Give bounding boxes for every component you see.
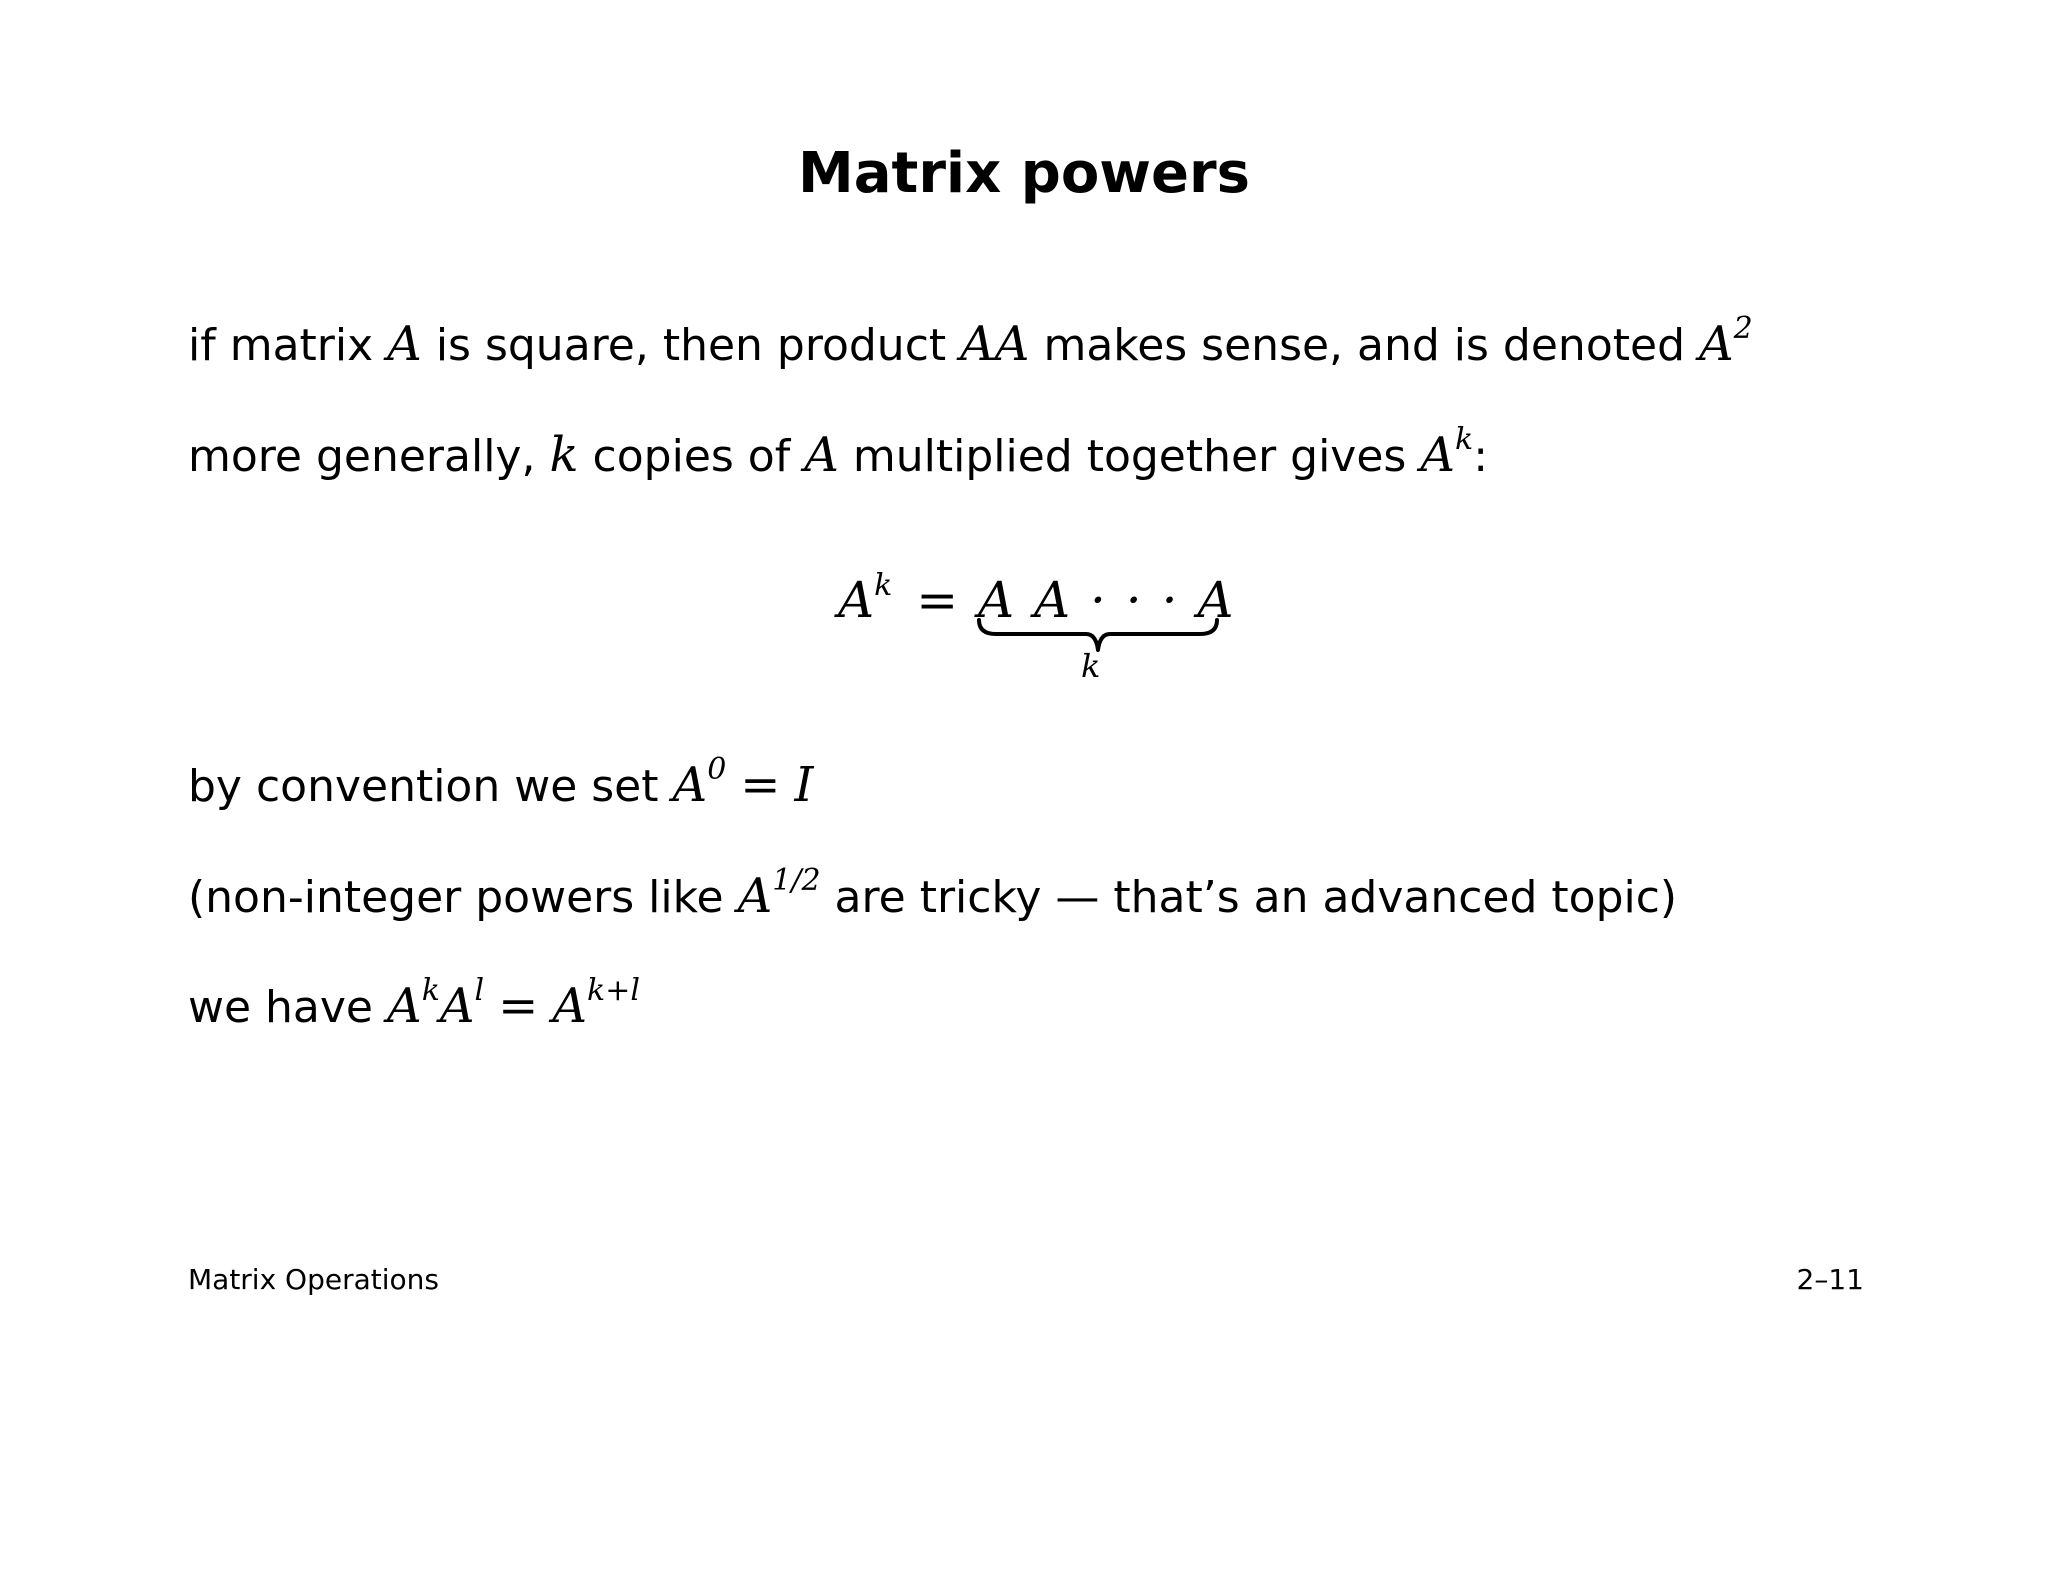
footer-page-number: 2–11: [1796, 1263, 1864, 1296]
math-base: A: [672, 757, 708, 813]
math-exponent: k: [1455, 422, 1474, 457]
display-equation: [838, 570, 1238, 690]
math-exponent: l: [474, 973, 485, 1008]
math-exponent: 2: [1733, 311, 1753, 346]
math-power: [1699, 311, 1753, 372]
math-power: [439, 973, 485, 1034]
math-exponent: 0: [707, 752, 727, 787]
text: copies of: [592, 431, 791, 482]
math-base: A: [737, 868, 773, 924]
text: more generally,: [188, 431, 536, 482]
math-power: [552, 973, 640, 1034]
math-exponent: k: [421, 973, 440, 1008]
product-terms: A A · · · A: [978, 571, 1236, 629]
math-exponent: k: [874, 568, 893, 603]
math-power: [737, 863, 821, 924]
math-symbol: I: [794, 757, 814, 813]
equals-sign: =: [916, 571, 959, 629]
math-power: [1420, 422, 1474, 483]
math-base: A: [1420, 427, 1456, 483]
text: multiplied together gives: [852, 431, 1407, 482]
equation-lhs: [838, 570, 958, 630]
text-line-noninteger: [188, 863, 1678, 928]
text: (non-integer powers like: [188, 872, 724, 923]
slide-title: Matrix powers: [798, 141, 1250, 206]
math-exponent: 1/2: [772, 863, 821, 898]
math-base: A: [552, 978, 588, 1034]
underbrace-label: k: [1081, 647, 1101, 685]
text: makes sense, and is denoted: [1043, 320, 1685, 371]
math-symbol: k: [549, 427, 579, 483]
math-base: A: [838, 571, 875, 629]
text: if matrix: [188, 320, 374, 371]
equals-sign: =: [740, 757, 781, 813]
text-line-exponent-rule: [188, 973, 640, 1038]
text-line-general-power: [188, 422, 1489, 487]
equals-sign: =: [498, 978, 539, 1034]
text: :: [1473, 431, 1489, 482]
text: we have: [188, 982, 374, 1033]
text-line-convention: [188, 752, 814, 817]
math-base: A: [387, 978, 422, 1034]
math-symbol: A: [387, 316, 422, 372]
text: is square, then product: [435, 320, 947, 371]
math-base: A: [439, 978, 475, 1034]
math-symbol: AA: [960, 316, 1030, 372]
footer-section-title: Matrix Operations: [188, 1263, 439, 1296]
math-power: [672, 752, 727, 813]
math-symbol: A: [804, 427, 839, 483]
math-base: A: [1699, 316, 1734, 372]
math-exponent: k+l: [587, 973, 640, 1008]
text: by convention we set: [188, 761, 659, 812]
text: are tricky — that’s an advanced topic): [834, 872, 1678, 923]
math-power: [387, 973, 440, 1034]
text-line-square-product: [188, 311, 1753, 376]
